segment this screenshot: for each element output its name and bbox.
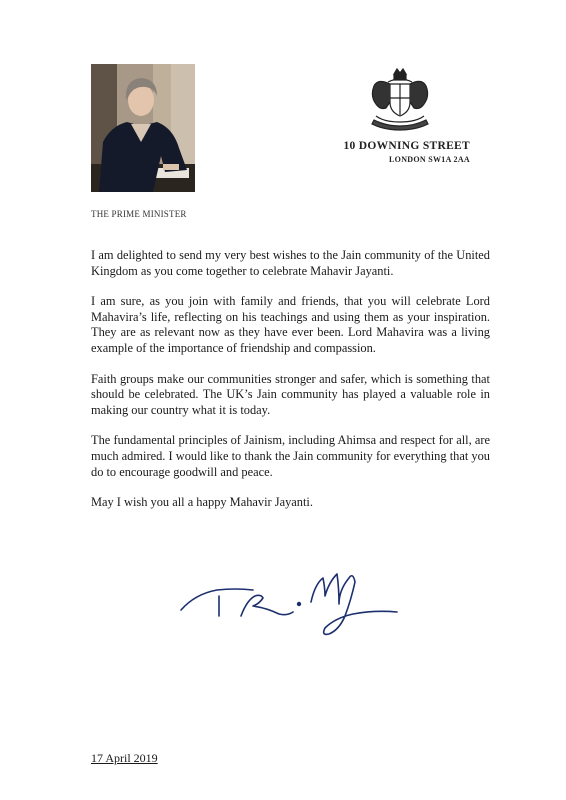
letter-date: 17 April 2019 xyxy=(91,751,158,765)
crest xyxy=(364,66,436,134)
handwritten-signature-icon xyxy=(175,560,400,640)
address-street: 10 DOWNING STREET xyxy=(343,140,470,152)
portrait-photo xyxy=(91,64,195,192)
office-label: THE PRIME MINISTER xyxy=(91,209,187,219)
paragraph-2: I am sure, as you join with family and friends, that you will celebrate Lord Mahavira’s life, reflecting on his teachings and using them as your inspiration. They are as relevant now as they have ever been. Lord Mahavira was a living example of the importance of friendship and compassion. xyxy=(91,294,490,355)
signature xyxy=(175,560,400,640)
royal-coat-of-arms-icon xyxy=(364,66,436,134)
portrait-photo-icon xyxy=(91,64,195,192)
paragraph-3: Faith groups make our communities stronger and safer, which is something that should be celebrated. The UK’s Jain community has played a valuable role in making our country what it is today. xyxy=(91,371,490,417)
letter-body xyxy=(91,248,490,526)
address-city: LONDON SW1A 2AA xyxy=(389,155,470,164)
address-block xyxy=(343,140,470,164)
paragraph-1: I am delighted to send my very best wishes to the Jain community of the United Kingdom as you come together to celebrate Mahavir Jayanti. xyxy=(91,248,490,278)
paragraph-5: May I wish you all a happy Mahavir Jayanti. xyxy=(91,495,313,510)
paragraph-4: The fundamental principles of Jainism, including Ahimsa and respect for all, are much admired. I would like to thank the Jain community for everything that you do to encourage goodwill and peace. xyxy=(91,433,490,479)
